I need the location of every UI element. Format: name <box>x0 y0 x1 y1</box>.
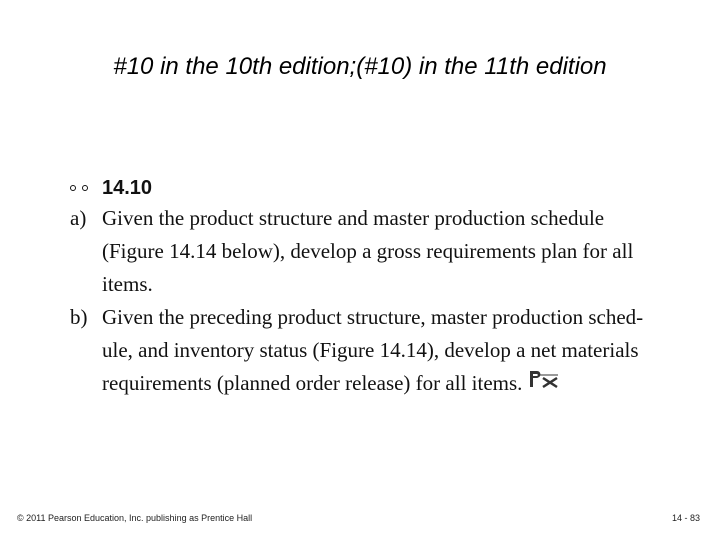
part-line <box>102 367 670 401</box>
problem-part-a <box>70 202 670 301</box>
px-glyph-icon <box>528 368 562 390</box>
difficulty-dot-icon <box>82 185 88 191</box>
part-line-text: requirements (planned order release) for all items. <box>102 371 523 395</box>
part-line: Given the preceding product structure, master production sched- <box>102 305 644 329</box>
problem-number: 14.10 <box>102 176 153 199</box>
difficulty-dots-icon <box>70 185 102 191</box>
footer-copyright: © 2011 Pearson Education, Inc. publishing as Prentice Hall <box>17 513 253 523</box>
problem-block <box>70 174 670 401</box>
part-text <box>102 301 670 401</box>
slide-title: #10 in the 10th edition;(#10) in the 11th edition <box>113 53 607 80</box>
footer-page-number: 14 - 83 <box>671 513 700 523</box>
part-line: Given the product structure and master production schedule <box>102 206 605 230</box>
difficulty-dot-icon <box>70 185 76 191</box>
part-line: (Figure 14.14 below), develop a gross requirements plan for all <box>102 239 634 263</box>
part-letter: a) <box>70 206 87 230</box>
part-line: ule, and inventory status (Figure 14.14), develop a net materials <box>102 338 639 362</box>
part-line: items. <box>102 272 153 296</box>
part-letter: b) <box>70 305 88 329</box>
problem-header <box>70 174 670 202</box>
problem-part-b <box>70 301 670 401</box>
px-software-icon <box>528 368 562 401</box>
part-text <box>102 202 670 301</box>
